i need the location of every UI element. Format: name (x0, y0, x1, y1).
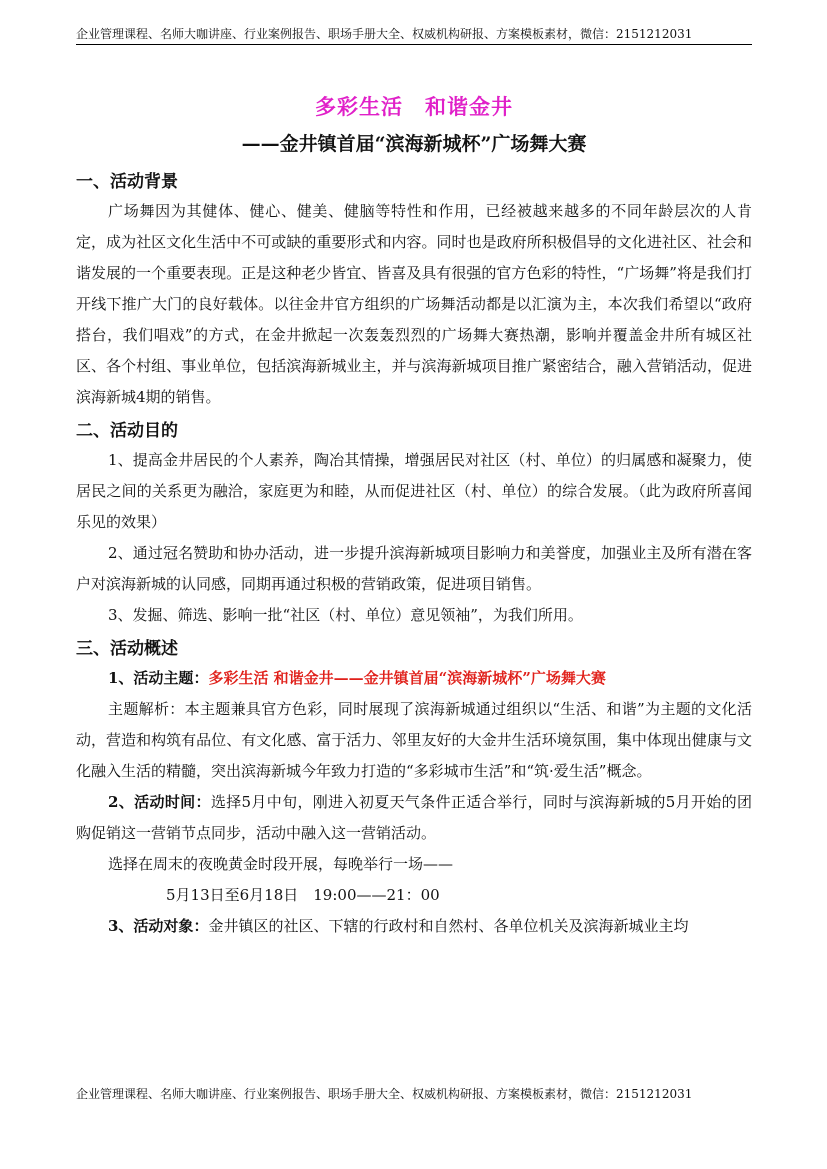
document-body (76, 90, 752, 942)
theme-explanation: 主题解析：本主题兼具官方色彩，同时展现了滨海新城通过组织以“生活、和谐”为主题的文化活动，营造和构筑有品位、有文化感、富于活力、邻里友好的大金井生活环境氛围，集中体现出健康与文化融入生活的精髓，突出滨海新城今年致力打造的“多彩城市生活”和“筑·爱生活”概念。 (76, 700, 752, 780)
background-paragraph: 广场舞因为其健体、健心、健美、健脑等特性和作用，已经被越来越多的不同年龄层次的人肯定，成为社区文化生活中不可或缺的重要形式和内容。同时也是政府所积极倡导的文化进社区、社会和谐发展的一个重要表现。正是这种老少皆宜、皆喜及具有很强的官方色彩的特性，“广场舞”将是我们打开线下推广大门的良好载体。以往金井官方组织的广场舞活动都是以汇演为主，本次我们希望以“政府搭台，我们唱戏”的方式，在金井掀起一次轰轰烈烈的广场舞大赛热潮，影响并覆盖金井所有城区社区、各个村组、事业单位，包括滨海新城业主，并与滨海新城项目推广紧密结合，融入营销活动，促进滨海新城4期的销售。 (76, 202, 752, 406)
time-value: 选择5月中旬，刚进入初夏天气条件正适合举行，同时与滨海新城的5月开始的团购促销这一营销节点同步，活动中融入这一营销活动。 (76, 793, 752, 842)
target-line (76, 911, 752, 942)
theme-value: 多彩生活 和谐金井——金井镇首届“滨海新城杯”广场舞大赛 (208, 669, 606, 687)
time-label: 2、活动时间： (108, 793, 211, 811)
target-label: 3、活动对象： (108, 917, 209, 935)
target-value: 金井镇区的社区、下辖的行政村和自然村、各单位机关及滨海新城业主均 (208, 917, 689, 935)
time-line (76, 787, 752, 849)
section-heading-overview: 三、活动概述 (76, 639, 178, 659)
section-heading-background: 一、活动背景 (76, 172, 178, 192)
main-title-part1: 多彩生活 (315, 94, 403, 119)
main-title-part2: 和谐金井 (425, 94, 513, 119)
main-title (76, 90, 752, 124)
purpose-item-2: 2、通过冠名赞助和协办活动，进一步提升滨海新城项目影响力和美誉度，加强业主及所有潜在客户对滨海新城的认同感，同期再通过积极的营销政策，促进项目销售。 (76, 544, 752, 593)
schedule-line: 5月13日至6月18日 19:00——21：00 (166, 886, 440, 904)
theme-label: 1、活动主题： (108, 669, 209, 687)
purpose-item-3: 3、发掘、筛选、影响一批“社区（村、单位）意见领袖”，为我们所用。 (108, 606, 583, 624)
purpose-item-1: 1、提高金井居民的个人素养，陶冶其情操，增强居民对社区（村、单位）的归属感和凝聚力，使居民之间的关系更为融洽，家庭更为和睦，从而促进社区（村、单位）的综合发展。（此为政府所喜闻乐见的效果） (76, 451, 752, 531)
time-note: 选择在周末的夜晚黄金时段开展，每晚举行一场—— (108, 855, 454, 873)
theme-line (76, 663, 752, 694)
subtitle: ——金井镇首届“滨海新城杯”广场舞大赛 (241, 133, 587, 155)
page-footer: 企业管理课程、名师大咖讲座、行业案例报告、职场手册大全、权威机构研报、方案模板素材，微信：2151212031 (76, 1087, 693, 1101)
section-heading-purpose: 二、活动目的 (76, 421, 178, 441)
page-header: 企业管理课程、名师大咖讲座、行业案例报告、职场手册大全、权威机构研报、方案模板素材，微信：2151212031 (76, 26, 752, 45)
